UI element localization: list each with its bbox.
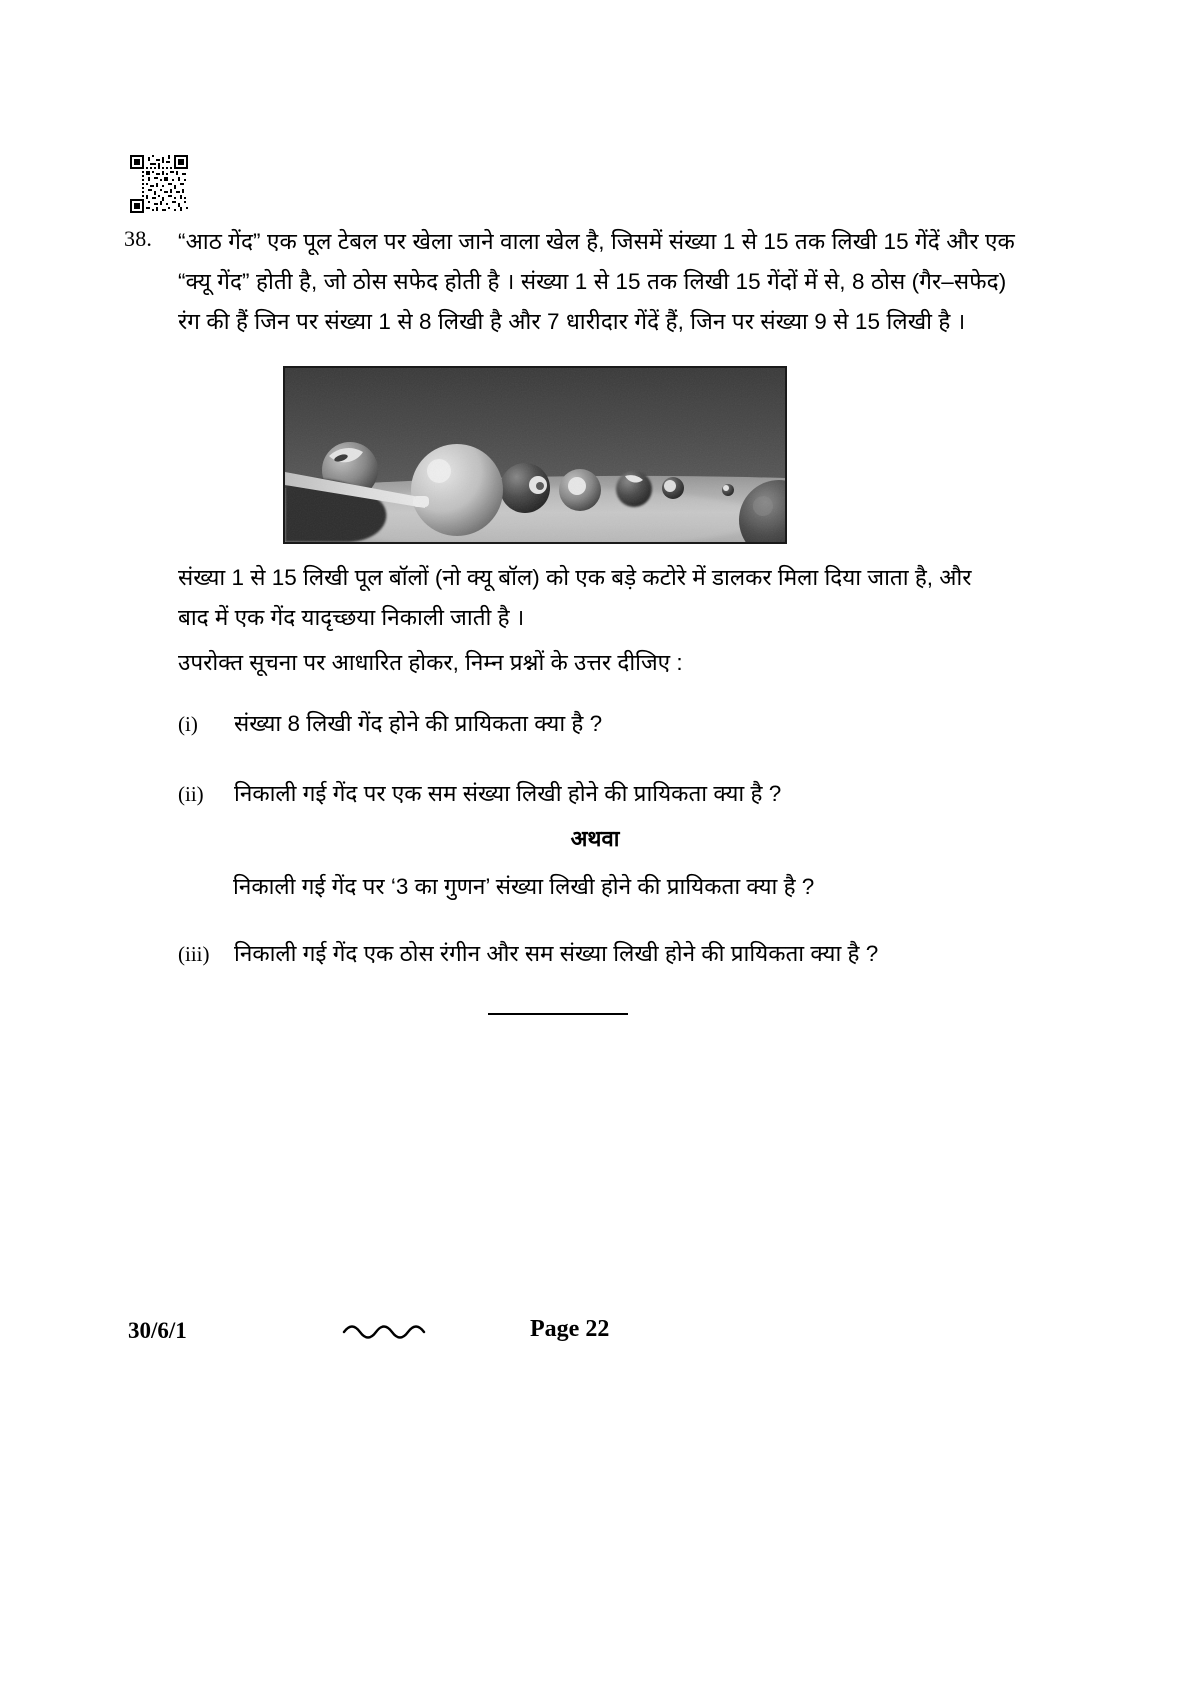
or-label: अथवा bbox=[570, 826, 620, 851]
stem-line: रंग की हैं जिन पर संख्या 1 से 8 लिखी है और 7 धारीदार गेंदें हैं, जिन पर संख्या 9 से 15 लिखी है । bbox=[178, 309, 966, 334]
paragraph-line: संख्या 1 से 15 लिखी पूल बॉलों (नो क्यू बॉल) को एक बड़े कटोरे में डालकर मिला दिया जाता है, और bbox=[178, 565, 972, 590]
instruction-paragraph bbox=[178, 643, 1108, 683]
sub-question-marker: (i) bbox=[178, 712, 198, 736]
sub-question-i bbox=[178, 705, 602, 743]
pool-balls-photograph bbox=[283, 366, 787, 544]
section-end-rule bbox=[488, 1013, 628, 1015]
sub-question-marker: (iii) bbox=[178, 942, 210, 966]
alternate-question bbox=[233, 868, 814, 906]
question-number: 38. bbox=[124, 226, 153, 251]
wavy-line-ornament-icon bbox=[340, 1316, 450, 1346]
stem-line: “क्यू गेंद” होती है, जो ठोस सफेद होती है । संख्या 1 से 15 तक लिखी 15 गेंदों में से, 8 ठोस (गैर–सफेद) bbox=[178, 269, 1007, 294]
sub-question-text: निकाली गई गेंद पर एक सम संख्या लिखी होने की प्रायिकता क्या है ? bbox=[234, 781, 782, 806]
alternate-question-text: निकाली गई गेंद पर ‘3 का गुणन’ संख्या लिखी होने की प्रायिकता क्या है ? bbox=[233, 874, 815, 899]
sub-question-iii bbox=[178, 935, 878, 973]
page-label: Page 22 bbox=[530, 1316, 610, 1342]
paragraph-line: बाद में एक गेंद यादृच्छया निकाली जाती है । bbox=[178, 605, 525, 630]
stem-line: “आठ गेंद” एक पूल टेबल पर खेला जाने वाला खेल है, जिसमें संख्या 1 से 15 तक लिखी 15 गेंदें और एक bbox=[178, 229, 1015, 254]
sub-question-ii bbox=[178, 775, 781, 813]
paper-code: 30/6/1 bbox=[128, 1318, 187, 1343]
sub-question-marker: (ii) bbox=[178, 782, 204, 806]
qr-code-icon bbox=[130, 155, 188, 213]
question-stem bbox=[178, 222, 1088, 342]
sub-question-text: निकाली गई गेंद एक ठोस रंगीन और सम संख्या लिखी होने की प्रायिकता क्या है ? bbox=[234, 941, 879, 966]
instruction-line: उपरोक्त सूचना पर आधारित होकर, निम्न प्रश्नों के उत्तर दीजिए : bbox=[178, 650, 683, 675]
mixing-paragraph bbox=[178, 558, 1108, 638]
sub-question-text: संख्या 8 लिखी गेंद होने की प्रायिकता क्या है ? bbox=[234, 711, 603, 736]
